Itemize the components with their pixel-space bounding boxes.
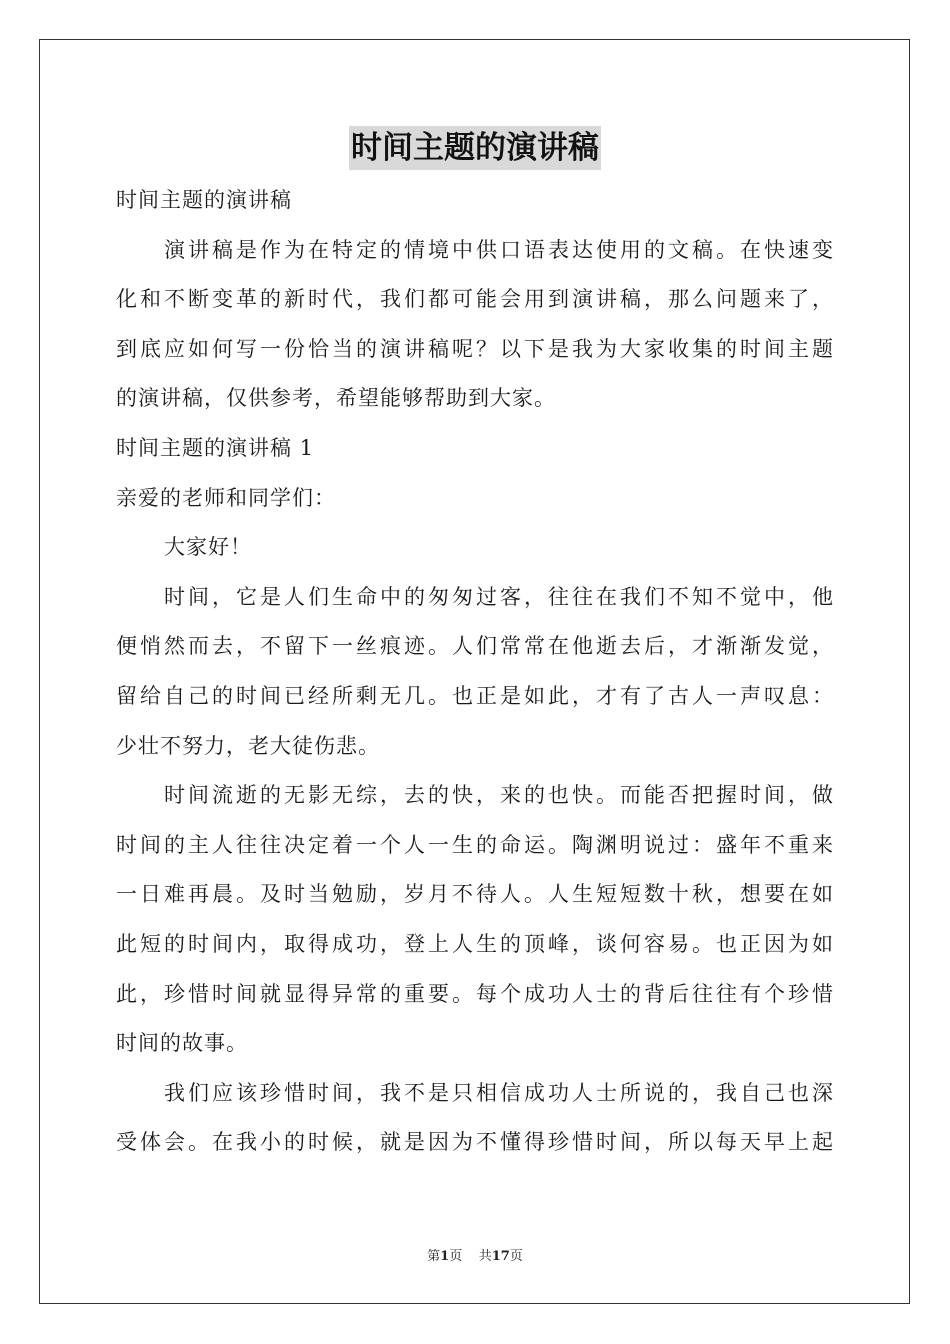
text-line: 少壮不努力，老大徒伤悲。 (116, 733, 380, 758)
total-label-prefix: 共 (478, 1249, 492, 1264)
text-line: 演讲稿是作为在特定的情境中供口语表达使用的文稿。在快速变 (164, 237, 834, 262)
text-line: 我们应该珍惜时间，我不是只相信成功人士所说的，我自己也深 (164, 1080, 834, 1105)
current-page-number: 1 (440, 1249, 450, 1264)
document-body (116, 176, 834, 1168)
text-line: 时间，它是人们生命中的匆匆过客，往往在我们不知不觉中，他 (164, 584, 834, 609)
text-line: 到底应如何写一份恰当的演讲稿呢？以下是我为大家收集的时间主题 (116, 336, 834, 361)
text-line: 的演讲稿，仅供参考，希望能够帮助到大家。 (116, 386, 556, 411)
title-container (0, 126, 950, 170)
text-line: 一日难再晨。及时当勉励，岁月不待人。人生短短数十秋，想要在如 (116, 882, 834, 907)
text-line: 时间主题的演讲稿 (116, 188, 292, 212)
text-line: 时间的故事。 (116, 1031, 248, 1056)
text-line: 时间主题的演讲稿 1 (116, 435, 315, 460)
text-line: 留给自己的时间已经所剩无几。也正是如此，才有了古人一声叹息： (116, 683, 834, 708)
text-line: 时间流逝的无影无综，去的快，来的也快。而能否把握时间，做 (164, 783, 834, 808)
text-line: 此短的时间内，取得成功，登上人生的顶峰，谈何容易。也正因为如 (116, 931, 834, 956)
page-footer (0, 1245, 950, 1264)
text-line: 化和不断变革的新时代，我们都可能会用到演讲稿，那么问题来了， (116, 287, 834, 312)
total-label-suffix: 页 (509, 1249, 523, 1264)
total-page-count: 17 (491, 1249, 510, 1264)
document-title: 时间主题的演讲稿 (349, 126, 601, 170)
text-line: 时间的主人往往决定着一个人一生的命运。陶渊明说过：盛年不重来 (116, 832, 834, 857)
text-line: 大家好！ (164, 535, 252, 560)
text-line: 受体会。在我小的时候，就是因为不懂得珍惜时间，所以每天早上起 (116, 1130, 834, 1155)
page-label-suffix: 页 (449, 1249, 463, 1264)
text-line: 便悄然而去，不留下一丝痕迹。人们常常在他逝去后，才渐渐发觉， (116, 634, 834, 659)
page-label-prefix: 第 (427, 1249, 441, 1264)
text-line: 此，珍惜时间就显得异常的重要。每个成功人士的背后往往有个珍惜 (116, 981, 834, 1006)
text-line: 亲爱的老师和同学们： (116, 485, 336, 510)
